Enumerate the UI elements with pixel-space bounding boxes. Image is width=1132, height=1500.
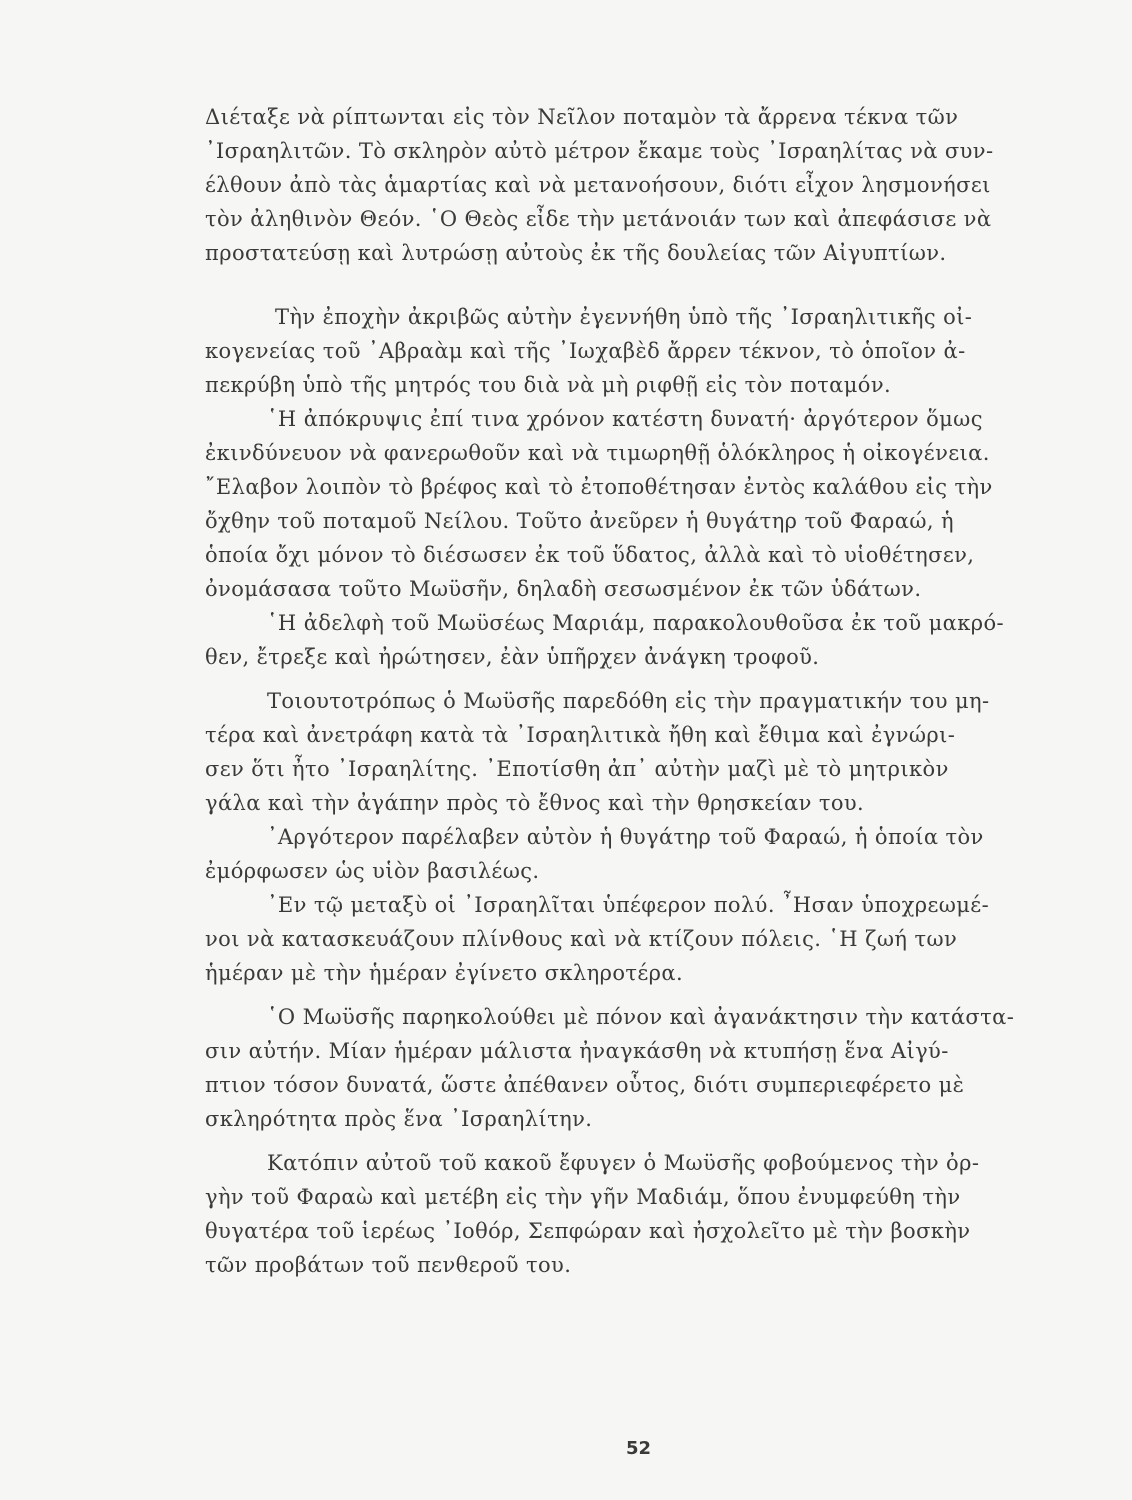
- paragraph: [205, 100, 1075, 270]
- text-line: γάλα καὶ τὴν ἀγάπην πρὸς τὸ ἔθνος καὶ τὴν θρησκείαν του.: [205, 791, 865, 815]
- text-line: πτιον τόσον δυνατά, ὥστε ἀπέθανεν οὗτος, διότι συμπεριεφέρετο μὲ: [205, 1073, 965, 1097]
- text-line: Κατόπιν αὐτοῦ τοῦ κακοῦ ἔφυγεν ὁ Μωϋσῆς φοβούμενος τὴν ὀρ-: [267, 1151, 980, 1175]
- paragraph-gap: [205, 674, 1075, 684]
- paragraph-gap: [205, 1136, 1075, 1146]
- text-line: Τὴν ἐποχὴν ἀκριβῶς αὐτὴν ἐγεννήθη ὑπὸ τῆς ᾿Ισραηλιτικῆς οἰ-: [275, 305, 973, 329]
- text-line: σεν ὅτι ἦτο ᾿Ισραηλίτης. ᾿Εποτίσθη ἀπ᾿ αὐτὴν μαζὶ μὲ τὸ μητρικὸν: [205, 757, 949, 781]
- text-line: ᾿Ισραηλιτῶν. Τὸ σκληρὸν αὐτὸ μέτρον ἔκαμε τοὺς ᾿Ισραηλίτας νὰ συν-: [205, 139, 994, 163]
- text-line: σιν αὐτήν. Μίαν ἡμέραν μάλιστα ἠναγκάσθη νὰ κτυπήσῃ ἕνα Αἰγύ-: [205, 1039, 949, 1063]
- text-line: γὴν τοῦ Φαραὼ καὶ μετέβη εἰς τὴν γῆν Μαδιάμ, ὅπου ἐνυμφεύθη τὴν: [205, 1185, 961, 1209]
- text-line: προστατεύσῃ καὶ λυτρώσῃ αὐτοὺς ἐκ τῆς δουλείας τῶν Αἰγυπτίων.: [205, 241, 947, 265]
- text-line: σκληρότητα πρὸς ἕνα ᾿Ισραηλίτην.: [205, 1107, 593, 1131]
- text-line: ῾Η ἀπόκρυψις ἐπί τινα χρόνον κατέστη δυνατή· ἀργότερον ὅμως: [267, 407, 983, 431]
- paragraph-gap: [205, 270, 1075, 300]
- text-line: τῶν προβάτων τοῦ πενθεροῦ του.: [205, 1253, 572, 1277]
- paragraph: [205, 606, 1075, 674]
- text-line: ὁποία ὄχι μόνον τὸ διέσωσεν ἐκ τοῦ ὕδατος, ἀλλὰ καὶ τὸ υἱοθέτησεν,: [205, 543, 975, 567]
- text-line: ᾿Εν τῷ μεταξὺ οἱ ᾿Ισραηλῖται ὑπέφερον πολύ. ῏Ησαν ὑποχρεωμέ-: [267, 893, 990, 917]
- text-line: Διέταξε νὰ ρίπτωνται εἰς τὸν Νεῖλον ποταμὸν τὰ ἄρρενα τέκνα τῶν: [205, 105, 959, 129]
- text-line: τέρα καὶ ἀνετράφη κατὰ τὰ ᾿Ισραηλιτικὰ ἤθη καὶ ἔθιμα καὶ ἐγνώρι-: [205, 723, 956, 747]
- paragraph: [205, 300, 1075, 402]
- text-line: θεν, ἔτρεξε καὶ ἠρώτησεν, ἐὰν ὑπῆρχεν ἀνάγκη τροφοῦ.: [205, 645, 820, 669]
- paragraph: [205, 1146, 1075, 1282]
- text-line: ῾Ο Μωϋσῆς παρηκολούθει μὲ πόνον καὶ ἀγανάκτησιν τὴν κατάστα-: [267, 1005, 1015, 1029]
- paragraph: [205, 1000, 1075, 1136]
- body-text: [205, 100, 1075, 1282]
- text-line: πεκρύβη ὑπὸ τῆς μητρός του διὰ νὰ μὴ ριφθῇ εἰς τὸν ποταμόν.: [205, 373, 892, 397]
- text-line: ἐμόρφωσεν ὡς υἱὸν βασιλέως.: [205, 859, 540, 883]
- paragraph: [205, 684, 1075, 820]
- text-line: ὄχθην τοῦ ποταμοῦ Νείλου. Τοῦτο ἀνεῦρεν ἡ θυγάτηρ τοῦ Φαραώ, ἡ: [205, 509, 954, 533]
- paragraph-gap: [205, 990, 1075, 1000]
- text-line: θυγατέρα τοῦ ἱερέως ᾿Ιοθόρ, Σεπφώραν καὶ ἠσχολεῖτο μὲ τὴν βοσκὴν: [205, 1219, 971, 1243]
- text-line: ὀνομάσασα τοῦτο Μωϋσῆν, δηλαδὴ σεσωσμένον ἐκ τῶν ὑδάτων.: [205, 577, 922, 601]
- text-line: ῎Ελαβον λοιπὸν τὸ βρέφος καὶ τὸ ἐτοποθέτησαν ἐντὸς καλάθου εἰς τὴν: [205, 475, 993, 499]
- paragraph: [205, 820, 1075, 888]
- text-line: ῾Η ἀδελφὴ τοῦ Μωϋσέως Μαριάμ, παρακολουθοῦσα ἐκ τοῦ μακρό-: [267, 611, 1005, 635]
- text-line: νοι νὰ κατασκευάζουν πλίνθους καὶ νὰ κτίζουν πόλεις. ῾Η ζωή των: [205, 927, 958, 951]
- paragraph: [205, 888, 1075, 990]
- page-number: 52: [626, 1438, 652, 1459]
- text-line: κογενείας τοῦ ᾿Αβραὰμ καὶ τῆς ᾿Ιωχαβὲδ ἄρρεν τέκνον, τὸ ὁποῖον ἀ-: [205, 339, 966, 363]
- text-line: ἡμέραν μὲ τὴν ἡμέραν ἐγίνετο σκληροτέρα.: [205, 961, 684, 985]
- paragraph: [205, 402, 1075, 606]
- text-line: Τοιουτοτρόπως ὁ Μωϋσῆς παρεδόθη εἰς τὴν πραγματικήν του μη-: [267, 689, 990, 713]
- text-line: ἐκινδύνευον νὰ φανερωθοῦν καὶ νὰ τιμωρηθῇ ὁλόκληρος ἡ οἰκογένεια.: [205, 441, 990, 465]
- text-line: ᾿Αργότερον παρέλαβεν αὐτὸν ἡ θυγάτηρ τοῦ Φαραώ, ἡ ὁποία τὸν: [267, 825, 984, 849]
- text-line: τὸν ἀληθινὸν Θεόν. ῾Ο Θεὸς εἶδε τὴν μετάνοιάν των καὶ ἀπεφάσισε νὰ: [205, 207, 992, 231]
- text-line: έλθουν ἀπὸ τὰς ἁμαρτίας καὶ νὰ μετανοήσουν, διότι εἶχον λησμονήσει: [205, 173, 991, 197]
